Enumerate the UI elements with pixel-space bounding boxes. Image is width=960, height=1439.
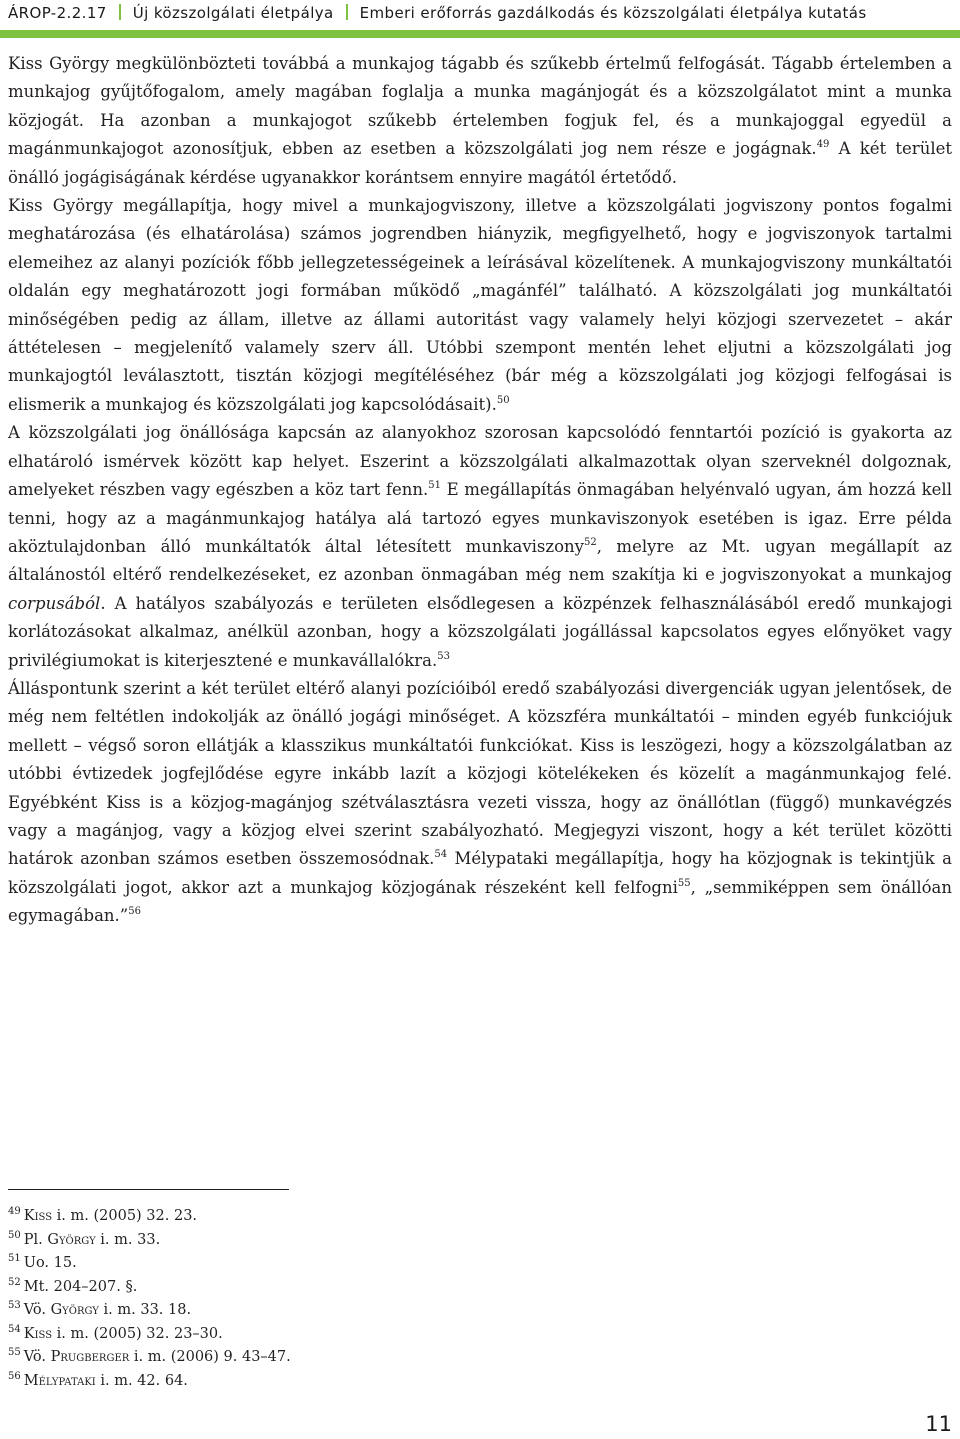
footnote-ref-55[interactable]: 55 [677, 877, 691, 889]
paragraph-text: E megállapítás önmagában helyénvaló ugyan, ám hozzá kell tenni, hogy az a magánmunkajog hatálya alá tartozó egyes munkaviszonyok esetében is igaz. Erre példa aköztulajdonban álló munkáltatók által létesített munkaviszony [8, 480, 952, 556]
paragraph-text: . A hatályos szabályozás e területen elsődlegesen a közpénzek felhasználásából eredő munkajogi korlátozásokat alkalmaz, anélkül azonban, hogy a közszolgálati jogállással kapcsolatos egyes előnyöket vagy privilégiumokat is kiterjesztené e munkavállalókra. [8, 593, 952, 670]
paragraph-text: Kiss György megkülönbözteti továbbá a munkajog tágabb és szűkebb értelmű felfogását. Tágabb értelemben a munkajog gyűjtőfogalom, amely magában foglalja a munka magánjogát és a közszolgálatot mint a munka közjogát. Ha azonban a munkajogot szűkebb értelemben fogjuk fel, és a munkajoggal egyedül a magánmunkajogot azonosítjuk, ebben az esetben a közszolgálati jog nem része e jogágnak. [8, 54, 952, 159]
paragraph-text: Álláspontunk szerint a két terület eltérő alanyi pozícióiból eredő szabályozási divergenciák ugyan jelentősek, de még nem feltétlen indokolják az önálló jogági minőséget. A közszféra munkáltatói – minden egyéb funkciójuk mellett – végső soron ellátják a klasszikus munkáltatói funkciókat. Kiss is leszögezi, hogy a közszolgálatban az utóbbi évtizedek jogfejlődése egyre inkább lazít a közjogi kötelékeken és közelít a magánmunkajog felé. Egyébként Kiss is a közjog-magánjog szétválasztásra vezeti vissza, hogy az önállótlan (függő) munkavégzés vagy a magánjog, vagy a közjog elvei szerint szabályozható. Megjegyzi viszont, hogy a két terület közötti határok azonban számos esetben összemosódnak. [8, 678, 952, 869]
footnote-text: i. m. (2005) 32. 23. [52, 1208, 198, 1224]
footnote [8, 1229, 608, 1253]
footnote-text: Vö. [23, 1302, 51, 1318]
paragraph-text: , melyre az Mt. ugyan megállapít az általánostól eltérő rendelkezéseket, ez azonban önmagában még nem szakítja ki e jogviszonyokat a munkajog [8, 536, 952, 585]
page-number: 11 [925, 1412, 952, 1436]
footnote-number: 51 [8, 1253, 21, 1264]
paragraph-text: A közszolgálati jog önállósága kapcsán az alanyokhoz szorosan kapcsolódó fenntartói pozíció is gyakorta az elhatároló ismérvek között kap helyet. Eszerint a közszolgálati alkalmazottak olyan szerveknél dolgoznak, amelyeket részben vagy egészben a köz tart fenn. [8, 423, 952, 500]
footnote [8, 1205, 608, 1229]
footnote-number: 53 [8, 1300, 21, 1311]
footnote-author: György [47, 1231, 96, 1248]
header-subtitle: Emberi erőforrás gazdálkodás és közszolgálati életpálya kutatás [359, 4, 867, 22]
footnote [8, 1276, 608, 1300]
footnote-ref-56[interactable]: 56 [128, 906, 141, 918]
footnote-text: i. m. 33. [95, 1231, 161, 1248]
footnote-number: 50 [8, 1229, 21, 1241]
footnote-ref-51[interactable]: 51 [428, 480, 441, 492]
paragraph-1 [8, 50, 952, 192]
footnote-text: i. m. 42. 64. [95, 1372, 188, 1389]
header-code: ÁROP-2.2.17 [8, 4, 107, 22]
footnote [8, 1299, 608, 1323]
header-series: Új közszolgálati életpálya [132, 4, 334, 22]
footnote-number: 49 [8, 1206, 21, 1217]
running-header [8, 4, 952, 26]
footnote-text: i. m. (2005) 32. 23–30. [52, 1325, 223, 1342]
footnote-ref-50[interactable]: 50 [496, 394, 510, 406]
footnote-text: i. m. 33. 18. [98, 1302, 192, 1318]
italic-term: corpusából [8, 593, 101, 613]
footnote [8, 1323, 608, 1347]
footnote-text: Mt. 204–207. §. [23, 1278, 138, 1295]
paragraph-4 [8, 675, 952, 931]
footnote [8, 1346, 608, 1370]
footnote [8, 1370, 608, 1394]
footnote-number: 52 [8, 1276, 21, 1288]
footnote-text: Uo. 15. [23, 1255, 77, 1271]
footnote-ref-52[interactable]: 52 [583, 536, 597, 548]
footnote-text: i. m. (2006) 9. 43–47. [129, 1349, 291, 1365]
footnote-author: Mélypataki [23, 1372, 96, 1389]
body-text [8, 50, 952, 931]
footnote-divider [8, 1189, 289, 1190]
footnotes [8, 1205, 608, 1393]
header-rule [0, 30, 960, 38]
footnote-number: 55 [8, 1347, 21, 1358]
header-separator [119, 4, 121, 20]
footnote-ref-53[interactable]: 53 [437, 650, 450, 662]
footnote-author: Kiss [23, 1208, 53, 1224]
paragraph-text: , „semmiképpen sem önállóan egymagában.” [8, 877, 952, 926]
footnote-text: Pl. [23, 1231, 48, 1248]
footnote-ref-54[interactable]: 54 [434, 849, 448, 861]
paragraph-text: Kiss György megállapítja, hogy mivel a munkajogviszony, illetve a közszolgálati jogviszony pontos fogalmi meghatározása (és elhatárolása) számos jogrendben hiányzik, megfigyelhető, hogy e jogviszonyok tartalmi elemeihez az alanyi pozíciók főbb jellegzetességeinek a leírásával közelítenek. A munkajogviszony munkáltatói oldalán egy meghatározott jogi formában működő „magánfél” található. A közszolgálati jog munkáltatói minőségében pedig az állam, illetve az állami autoritást vagy valamely helyi közjogi szervezetet – akár áttételesen – megjelenítő valamely szerv áll. Utóbbi szempont mentén lehet eljutni a közszolgálati jog munkajogtól leválasztott, tisztán közjogi megítéléséhez (bár még a közszolgálati jog közjogi felfogásai is elismerik a munkajog és közszolgálati jog kapcsolódásait). [8, 196, 952, 414]
header-separator [346, 4, 348, 20]
paragraph-text: Mélypataki megállapítja, hogy ha közjognak is tekintjük a közszolgálati jogot, akkor azt a munkajog közjogának részeként kell felfogni [8, 849, 952, 897]
footnote-number: 56 [8, 1370, 21, 1382]
paragraph-3 [8, 419, 952, 675]
paragraph-2 [8, 192, 952, 419]
footnote-ref-49[interactable]: 49 [816, 139, 830, 151]
footnote-number: 54 [8, 1323, 21, 1335]
paragraph-text: A két terület önálló jogágiságának kérdése ugyanakkor korántsem ennyire magától értetődő. [8, 139, 952, 187]
footnote-author: Prugberger [50, 1349, 130, 1365]
footnote-text: Vö. [23, 1349, 51, 1365]
footnote-author: György [50, 1302, 99, 1318]
footnote-author: Kiss [23, 1325, 53, 1342]
footnote [8, 1252, 608, 1276]
